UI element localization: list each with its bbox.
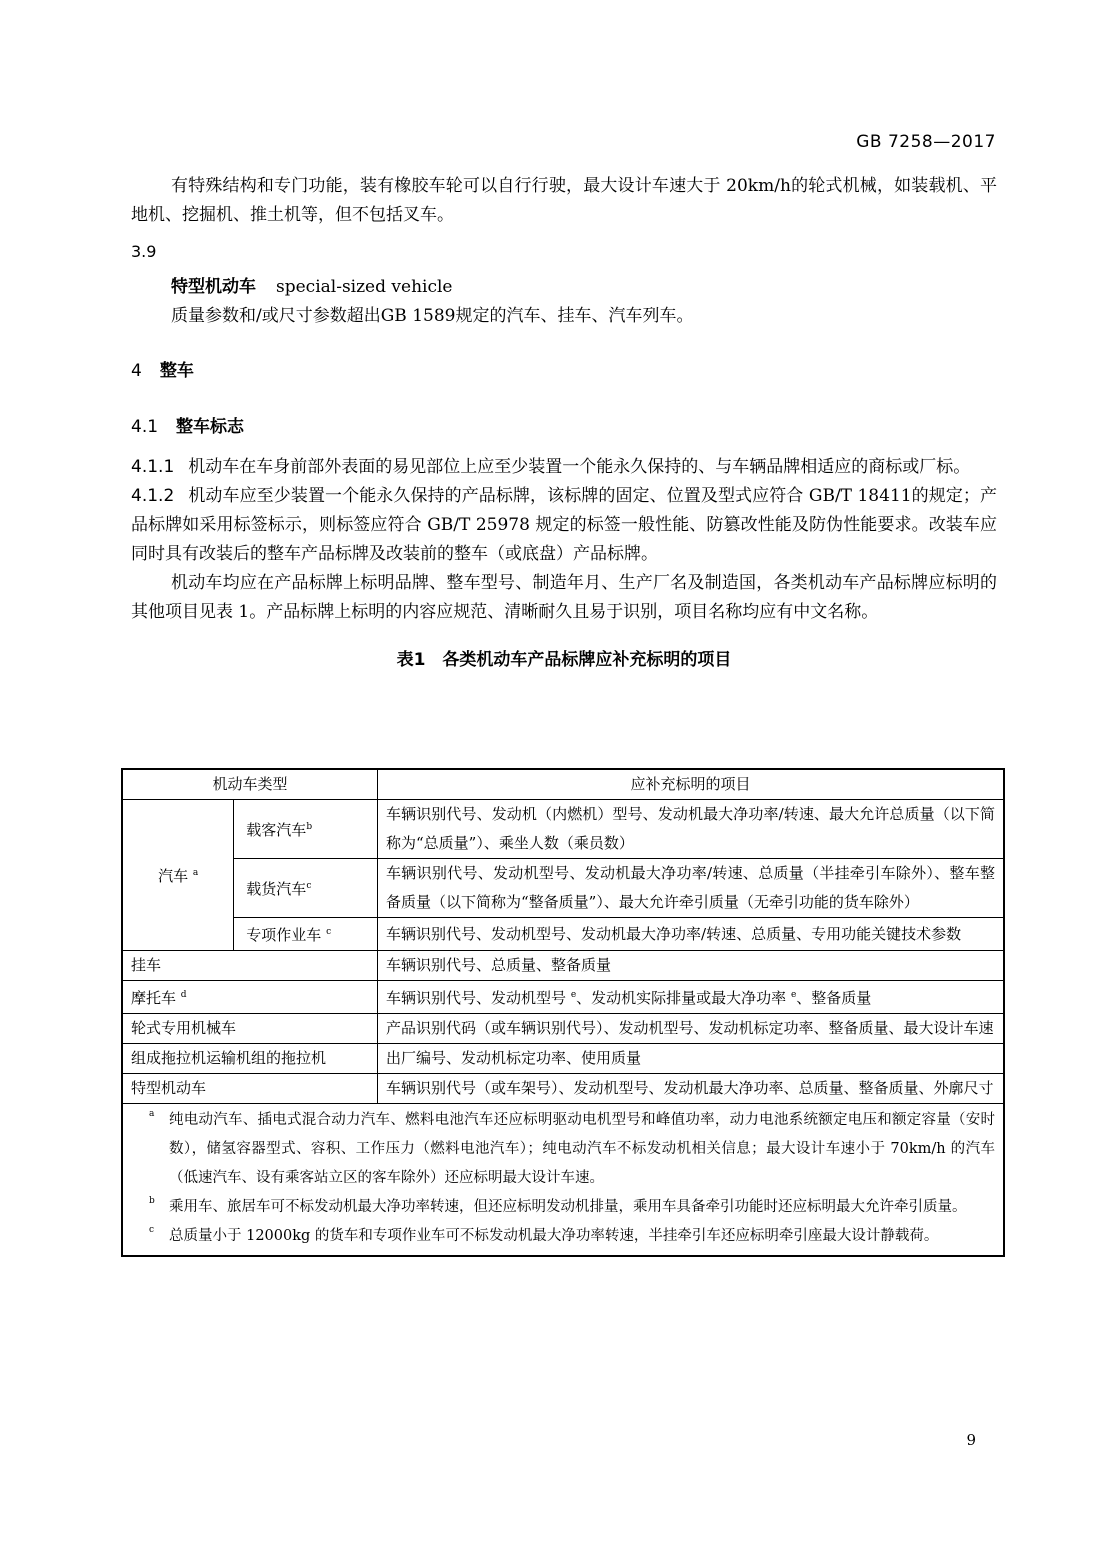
table-row (122, 951, 1004, 981)
paragraph-nameplate: 机动车均应在产品标牌上标明品牌、整车型号、制造年月、生产厂名及制造国，各类机动车产品标牌应标明的其他项目见表 1。产品标牌上标明的内容应规范、清晰耐久且易于识别，项目名称均应有中文名称。 (131, 573, 997, 622)
footnote-mark: d (180, 990, 187, 1000)
table-note (149, 1106, 995, 1193)
table-container (121, 768, 1005, 1257)
vehicle-type-label: 载客汽车 (246, 821, 307, 839)
items-cell: 产品识别代码（或车辆识别代号）、发动机型号、发动机标定功率、整备质量、最大设计车速 (378, 1014, 1004, 1044)
section-heading-4 (131, 357, 997, 385)
footnote-mark: c (326, 927, 332, 937)
body-text (131, 172, 997, 682)
term-en: special-sized vehicle (276, 277, 453, 297)
items-cell: 出厂编号、发动机标定功率、使用质量 (378, 1044, 1004, 1074)
category-label: 汽车 (158, 867, 189, 885)
term-zh: 特型机动车 (171, 277, 256, 297)
footnote-mark: e (790, 990, 797, 1000)
footnote-mark: e (570, 990, 577, 1000)
term-3-9 (171, 273, 997, 302)
clause-number: 4.1.1 (131, 457, 175, 477)
table-row (122, 1074, 1004, 1104)
items-cell: 车辆识别代号、发动机（内燃机）型号、发动机最大净功率/转速、最大允许总质量（以下简称为“总质量”）、乘坐人数（乘员数） (378, 800, 1004, 859)
table-header-row (122, 769, 1004, 800)
vehicle-type-cell (234, 800, 378, 859)
vehicle-type-cell: 组成拖拉机运输机组的拖拉机 (122, 1044, 378, 1074)
clause-text: 机动车在车身前部外表面的易见部位上应至少装置一个能永久保持的、与车辆品牌相适应的商标或厂标。 (188, 457, 971, 477)
clause-text: 机动车应至少装置一个能永久保持的产品标牌，该标牌的固定、位置及型式应符合 GB/T 18411的规定；产品标牌如采用标签标示，则标签应符合 GB/T 25978 规定的标签一般性能、防篡改性能及防伪性能要求。改装车应同时具有改装后的整车产品标牌及改装前的整车（或底盘）产品标牌。 (131, 486, 997, 564)
note-text: 总质量小于 12000kg 的货车和专项作业车可不标发动机最大净功率转速，半挂牵引车还应标明牵引座最大设计静载荷。 (169, 1228, 939, 1244)
standard-code: GB 7258—2017 (856, 132, 996, 152)
header-vehicle-type: 机动车类型 (122, 769, 378, 800)
header-items: 应补充标明的项目 (378, 769, 1004, 800)
items-cell: 车辆识别代号、发动机型号、发动机最大净功率/转速、总质量（半挂牵引车除外）、整车整备质量（以下简称为“整备质量”）、最大允许牵引质量（无牵引功能的货车除外） (378, 859, 1004, 918)
section-title: 整车标志 (176, 417, 245, 437)
items-cell (378, 981, 1004, 1014)
items-text: 、发动机实际排量或最大净功率 (576, 989, 787, 1007)
table-title: 表1 各类机动车产品标牌应补充标明的项目 (396, 650, 732, 670)
continued-definition: 有特殊结构和专门功能，装有橡胶车轮可以自行行驶，最大设计车速大于 20km/h的轮式机械，如装载机、平地机、挖掘机、推土机等，但不包括叉车。 (131, 176, 997, 225)
vehicle-type-cell (234, 859, 378, 918)
table-notes-row (122, 1104, 1004, 1257)
table-notes (122, 1104, 1004, 1257)
note-mark: c (149, 1225, 155, 1235)
clause-4-1-1 (131, 453, 997, 482)
footnote-mark: c (306, 881, 312, 891)
vehicle-type-cell (234, 918, 378, 951)
vehicle-type-cell: 特型机动车 (122, 1074, 378, 1104)
table-row (122, 800, 1004, 859)
vehicle-type-cell: 轮式专用机械车 (122, 1014, 378, 1044)
section-number: 4.1 (131, 417, 159, 437)
note-text: 乘用车、旅居车可不标发动机最大净功率转速，但还应标明发动机排量，乘用车具备牵引功能时还应标明最大允许牵引质量。 (169, 1199, 967, 1215)
vehicle-type-label: 载货汽车 (246, 880, 307, 898)
footnote-mark: b (306, 822, 313, 832)
category-car (122, 800, 234, 951)
section-title: 整车 (159, 361, 194, 381)
vehicle-type-cell (122, 981, 378, 1014)
vehicle-type-label: 摩托车 (131, 989, 177, 1007)
vehicle-type-cell: 挂车 (122, 951, 378, 981)
vehicle-type-label: 专项作业车 (246, 926, 322, 944)
items-cell: 车辆识别代号、发动机型号、发动机最大净功率/转速、总质量、专用功能关键技术参数 (378, 918, 1004, 951)
items-text: 、整备质量 (796, 989, 872, 1007)
section-number: 4 (131, 361, 142, 381)
items-text: 车辆识别代号、发动机型号 (386, 989, 567, 1007)
table-note (149, 1193, 995, 1222)
table-row (122, 1044, 1004, 1074)
table-row (122, 1014, 1004, 1044)
nameplate-items-table (121, 768, 1005, 1257)
clause-4-1-2 (131, 482, 997, 569)
table-row (122, 859, 1004, 918)
table-row (122, 918, 1004, 951)
table-row (122, 981, 1004, 1014)
section-heading-4-1 (131, 413, 997, 441)
term-definition-3-9: 质量参数和/或尺寸参数超出GB 1589规定的汽车、挂车、汽车列车。 (171, 306, 694, 326)
items-cell: 车辆识别代号（或车架号）、发动机型号、发动机最大净功率、总质量、整备质量、外廓尺寸 (378, 1074, 1004, 1104)
note-text: 纯电动汽车、插电式混合动力汽车、燃料电池汽车还应标明驱动电机型号和峰值功率，动力电池系统额定电压和额定容量（安时数），储氢容器型式、容积、工作压力（燃料电池汽车）；纯电动汽车不标发动机相关信息；最大设计车速小于 70km/h 的汽车（低速汽车、设有乘客站立区的客车除外）还应标明最大设计车速。 (169, 1112, 995, 1186)
clause-number-3-9: 3.9 (131, 242, 157, 261)
note-mark: a (149, 1109, 155, 1119)
page-number: 9 (966, 1431, 976, 1449)
clause-number: 4.1.2 (131, 486, 175, 506)
footnote-mark: a (192, 868, 199, 878)
note-mark: b (149, 1196, 155, 1206)
items-cell: 车辆识别代号、总质量、整备质量 (378, 951, 1004, 981)
table-note (149, 1222, 995, 1251)
